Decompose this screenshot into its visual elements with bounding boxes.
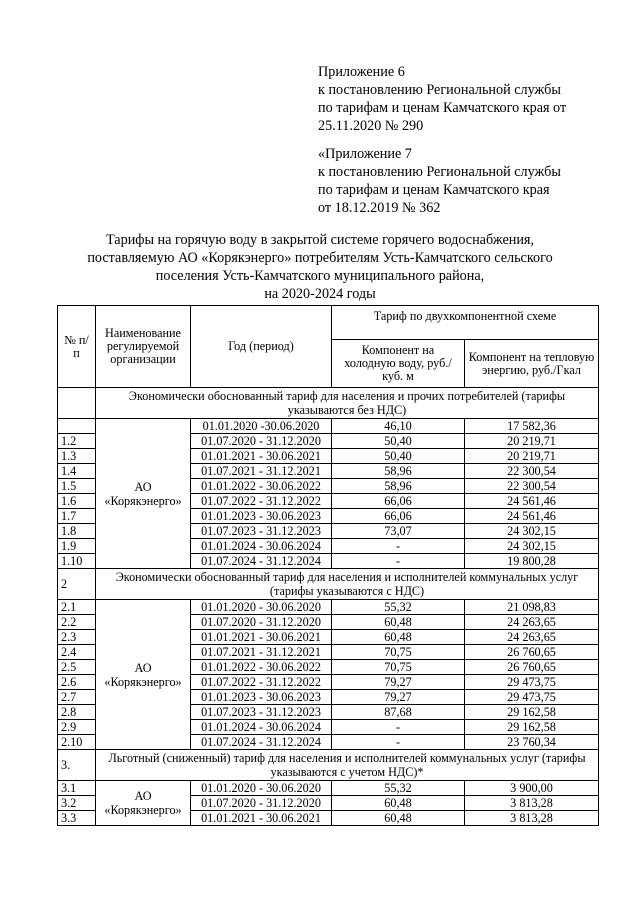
row-number: 1.2 xyxy=(58,434,96,449)
title-line: на 2020-2024 годы xyxy=(264,286,376,302)
row-number: 1.7 xyxy=(58,509,96,524)
water-component-cell: - xyxy=(332,735,465,750)
table-row xyxy=(58,419,599,434)
header-period: Год (период) xyxy=(191,306,332,388)
water-component-cell: 87,68 xyxy=(332,705,465,720)
period-cell: 01.07.2021 - 31.12.2021 xyxy=(191,464,332,479)
period-cell: 01.01.2020 -30.06.2020 xyxy=(191,419,332,434)
period-cell: 01.01.2021 - 30.06.2021 xyxy=(191,811,332,826)
organization-name: АО «Корякэнерго» xyxy=(96,419,191,569)
period-cell: 01.01.2020 - 30.06.2020 xyxy=(191,781,332,796)
heat-component-cell: 21 098,83 xyxy=(465,600,599,615)
water-component-cell: 79,27 xyxy=(332,690,465,705)
period-cell: 01.07.2023 - 31.12.2023 xyxy=(191,524,332,539)
water-component-cell: - xyxy=(332,720,465,735)
organization-name: АО «Корякэнерго» xyxy=(96,600,191,750)
organization-name: АО «Корякэнерго» xyxy=(96,781,191,826)
heat-component-cell: 22 300,54 xyxy=(465,479,599,494)
water-component-cell: 50,40 xyxy=(332,449,465,464)
heat-component-cell: 24 302,15 xyxy=(465,539,599,554)
period-cell: 01.01.2022 - 30.06.2022 xyxy=(191,660,332,675)
section-header-row xyxy=(58,388,599,419)
water-component-cell: 58,96 xyxy=(332,464,465,479)
water-component-cell: - xyxy=(332,539,465,554)
annex-6-line: 25.11.2020 № 290 xyxy=(318,118,424,134)
water-component-cell: 55,32 xyxy=(332,600,465,615)
heat-component-cell: 26 760,65 xyxy=(465,645,599,660)
document-title xyxy=(60,231,580,303)
section-number: 2 xyxy=(58,569,96,600)
heat-component-cell: 26 760,65 xyxy=(465,660,599,675)
water-component-cell: 50,40 xyxy=(332,434,465,449)
period-cell: 01.07.2022 - 31.12.2022 xyxy=(191,494,332,509)
period-cell: 01.07.2022 - 31.12.2022 xyxy=(191,675,332,690)
water-component-cell: 70,75 xyxy=(332,660,465,675)
water-component-cell: 79,27 xyxy=(332,675,465,690)
row-number: 2.6 xyxy=(58,675,96,690)
row-number: 2.10 xyxy=(58,735,96,750)
water-component-cell: 46,10 xyxy=(332,419,465,434)
section-header-row xyxy=(58,569,599,600)
period-cell: 01.07.2020 - 31.12.2020 xyxy=(191,434,332,449)
heat-component-cell: 29 473,75 xyxy=(465,690,599,705)
period-cell: 01.01.2020 - 30.06.2020 xyxy=(191,600,332,615)
annex-7-line: по тарифам и ценам Камчатского края xyxy=(318,182,550,198)
water-component-cell: - xyxy=(332,554,465,569)
row-number: 2.9 xyxy=(58,720,96,735)
water-component-cell: 70,75 xyxy=(332,645,465,660)
table-body xyxy=(58,388,599,826)
section-number xyxy=(58,388,96,419)
heat-component-cell: 24 561,46 xyxy=(465,494,599,509)
annex-7-header xyxy=(318,145,561,217)
row-number: 2.3 xyxy=(58,630,96,645)
period-cell: 01.07.2024 - 31.12.2024 xyxy=(191,735,332,750)
annex-6-line: Приложение 6 xyxy=(318,64,405,80)
row-number: 1.8 xyxy=(58,524,96,539)
table-row xyxy=(58,600,599,615)
annex-7-line: к постановлению Региональной службы xyxy=(318,164,561,180)
heat-component-cell: 24 263,65 xyxy=(465,630,599,645)
tariff-table xyxy=(57,305,599,826)
period-cell: 01.07.2020 - 31.12.2020 xyxy=(191,796,332,811)
title-line: поставляемую АО «Корякэнерго» потребителям Усть-Камчатского сельского xyxy=(87,250,553,266)
header-org: Наименование регулируемой организации xyxy=(96,306,191,388)
section-number: 3. xyxy=(58,750,96,781)
heat-component-cell: 20 219,71 xyxy=(465,434,599,449)
period-cell: 01.01.2021 - 30.06.2021 xyxy=(191,630,332,645)
water-component-cell: 55,32 xyxy=(332,781,465,796)
row-number: 2.8 xyxy=(58,705,96,720)
water-component-cell: 73,07 xyxy=(332,524,465,539)
row-number: 1.5 xyxy=(58,479,96,494)
header-tariff: Тариф по двухкомпонентной схеме xyxy=(332,306,599,340)
annex-6-header xyxy=(318,63,566,135)
period-cell: 01.01.2024 - 30.06.2024 xyxy=(191,539,332,554)
period-cell: 01.07.2021 - 31.12.2021 xyxy=(191,645,332,660)
row-number: 3.3 xyxy=(58,811,96,826)
period-cell: 01.01.2022 - 30.06.2022 xyxy=(191,479,332,494)
heat-component-cell: 22 300,54 xyxy=(465,464,599,479)
water-component-cell: 58,96 xyxy=(332,479,465,494)
annex-7-line: от 18.12.2019 № 362 xyxy=(318,200,441,216)
heat-component-cell: 17 582,36 xyxy=(465,419,599,434)
row-number xyxy=(58,419,96,434)
period-cell: 01.07.2023 - 31.12.2023 xyxy=(191,705,332,720)
water-component-cell: 66,06 xyxy=(332,509,465,524)
heat-component-cell: 24 302,15 xyxy=(465,524,599,539)
water-component-cell: 60,48 xyxy=(332,796,465,811)
annex-6-line: по тарифам и ценам Камчатского края от xyxy=(318,100,567,116)
section-title: Экономически обоснованный тариф для населения и исполнителей коммунальных услуг (тарифы указываются с НДС) xyxy=(96,569,599,600)
section-title: Экономически обоснованный тариф для населения и прочих потребителей (тарифы указываются без НДС) xyxy=(96,388,599,419)
title-line: поселения Усть-Камчатского муниципального района, xyxy=(155,268,485,284)
header-num: № п/п xyxy=(58,306,96,388)
water-component-cell: 66,06 xyxy=(332,494,465,509)
annex-6-line: к постановлению Региональной службы xyxy=(318,82,561,98)
row-number: 2.7 xyxy=(58,690,96,705)
row-number: 1.9 xyxy=(58,539,96,554)
heat-component-cell: 19 800,28 xyxy=(465,554,599,569)
water-component-cell: 60,48 xyxy=(332,615,465,630)
heat-component-cell: 24 263,65 xyxy=(465,615,599,630)
heat-component-cell: 29 162,58 xyxy=(465,705,599,720)
header-water: Компонент на холодную воду, руб./куб. м xyxy=(332,340,465,388)
table-row xyxy=(58,781,599,796)
section-title: Льготный (сниженный) тариф для населения и исполнителей коммунальных услуг (тарифы указываются с учетом НДС)* xyxy=(96,750,599,781)
row-number: 2.5 xyxy=(58,660,96,675)
period-cell: 01.01.2023 - 30.06.2023 xyxy=(191,509,332,524)
period-cell: 01.01.2024 - 30.06.2024 xyxy=(191,720,332,735)
heat-component-cell: 3 813,28 xyxy=(465,811,599,826)
period-cell: 01.07.2020 - 31.12.2020 xyxy=(191,615,332,630)
heat-component-cell: 3 900,00 xyxy=(465,781,599,796)
period-cell: 01.01.2023 - 30.06.2023 xyxy=(191,690,332,705)
row-number: 2.4 xyxy=(58,645,96,660)
title-line: Тарифы на горячую воду в закрытой системе горячего водоснабжения, xyxy=(105,232,534,248)
heat-component-cell: 24 561,46 xyxy=(465,509,599,524)
water-component-cell: 60,48 xyxy=(332,630,465,645)
heat-component-cell: 29 162,58 xyxy=(465,720,599,735)
heat-component-cell: 3 813,28 xyxy=(465,796,599,811)
row-number: 2.1 xyxy=(58,600,96,615)
heat-component-cell: 29 473,75 xyxy=(465,675,599,690)
period-cell: 01.07.2024 - 31.12.2024 xyxy=(191,554,332,569)
row-number: 1.6 xyxy=(58,494,96,509)
row-number: 3.2 xyxy=(58,796,96,811)
period-cell: 01.01.2021 - 30.06.2021 xyxy=(191,449,332,464)
row-number: 3.1 xyxy=(58,781,96,796)
row-number: 1.3 xyxy=(58,449,96,464)
row-number: 1.4 xyxy=(58,464,96,479)
heat-component-cell: 23 760,34 xyxy=(465,735,599,750)
water-component-cell: 60,48 xyxy=(332,811,465,826)
header-heat: Компонент на тепловую энергию, руб./Гкал xyxy=(465,340,599,388)
row-number: 1.10 xyxy=(58,554,96,569)
section-header-row xyxy=(58,750,599,781)
annex-7-line: «Приложение 7 xyxy=(318,146,412,162)
row-number: 2.2 xyxy=(58,615,96,630)
heat-component-cell: 20 219,71 xyxy=(465,449,599,464)
